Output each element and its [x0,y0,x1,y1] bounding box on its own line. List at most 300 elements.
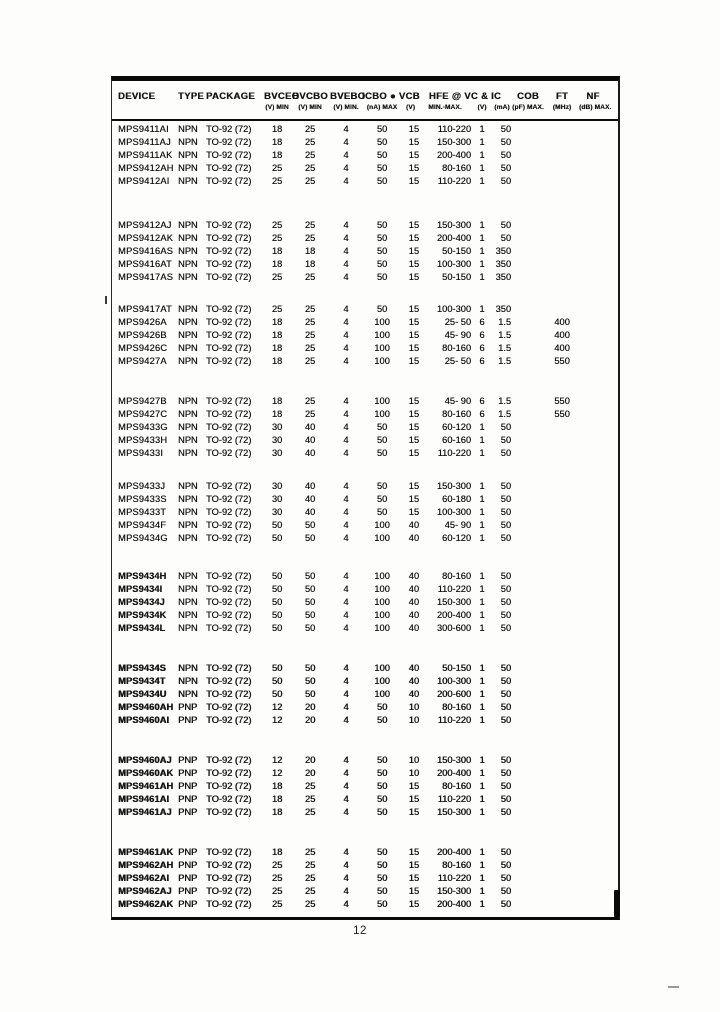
cell-type: PNP [178,781,198,791]
cell-icbo: 50 [376,259,388,269]
cell-ic: 50 [500,507,511,517]
cell-hfe: 80-160 [442,163,471,173]
cell-package: TO-92 (72) [206,623,252,633]
table-row [112,846,618,859]
cell-hfe: 100-300 [436,507,471,517]
cell-device: MPS9434H [118,571,167,581]
table-header [112,81,618,121]
cell-bvebo: 4 [343,663,349,673]
cell-vc: 1 [479,422,485,432]
table-row [112,714,618,727]
cell-device: MPS9462AH [118,860,174,870]
cell-vc: 1 [479,176,485,186]
cell-bvceo: 25 [271,304,283,314]
cell-bvebo: 4 [343,233,349,243]
cell-type: NPN [178,137,198,147]
cell-bvceo: 30 [271,435,283,445]
cell-bvceo: 50 [271,610,283,620]
scan-artifact-right-edge [614,890,620,917]
cell-vc: 1 [479,702,485,712]
cell-bvcbo: 25 [304,317,316,327]
cell-type: NPN [178,233,198,243]
cell-vc: 1 [479,623,485,633]
cell-bvceo: 30 [271,448,283,458]
unit-nf: (dB) MAX. [579,104,612,111]
cell-icbo: 100 [374,623,390,633]
cell-vc: 1 [479,259,485,269]
cell-package: TO-92 (72) [206,873,252,883]
cell-bvebo: 4 [343,356,349,366]
row-group [112,303,618,368]
table-row [112,806,618,819]
cell-bvcbo: 25 [304,176,316,186]
cell-bvceo: 30 [271,507,283,517]
cell-ic: 50 [500,220,511,230]
cell-hfe: 200-400 [436,150,471,160]
cell-vc: 6 [479,396,485,406]
cell-type: NPN [178,356,198,366]
cell-bvebo: 4 [343,317,349,327]
cell-package: TO-92 (72) [206,768,252,778]
cell-icbo: 50 [376,150,388,160]
table-row [112,506,618,519]
cell-icbo: 50 [376,163,388,173]
header-hfe-vc-ic: HFE @ VC & IC [428,90,502,102]
cell-bvcbo: 25 [304,886,316,896]
cell-package: TO-92 (72) [206,715,252,725]
cell-vcb: 15 [408,259,419,269]
cell-bvcbo: 40 [304,448,316,458]
cell-vcb: 15 [408,860,419,870]
cell-vcb: 15 [408,176,419,186]
cell-icbo: 100 [374,689,390,699]
cell-package: TO-92 (72) [206,163,252,173]
cell-icbo: 100 [374,356,390,366]
cell-vc: 1 [479,246,485,256]
cell-ic: 50 [500,233,511,243]
cell-type: PNP [178,860,198,870]
cell-device: MPS9433G [118,422,168,432]
table-row [112,434,618,447]
cell-device: MPS9434T [118,676,166,686]
cell-bvceo: 30 [271,494,283,504]
table-row [112,175,618,188]
cell-vcb: 15 [408,448,419,458]
cell-icbo: 50 [376,422,388,432]
cell-bvcbo: 40 [304,494,316,504]
cell-vcb: 15 [408,220,419,230]
cell-hfe: 150-300 [436,220,471,230]
cell-bvebo: 4 [343,715,349,725]
cell-vc: 1 [479,124,485,134]
cell-package: TO-92 (72) [206,847,252,857]
device-spec-table [111,76,620,920]
cell-bvcbo: 40 [304,435,316,445]
cell-device: MPS9460AJ [118,755,172,765]
cell-ic: 50 [500,533,511,543]
cell-ic: 50 [500,807,511,817]
cell-vc: 1 [479,781,485,791]
cell-package: TO-92 (72) [206,233,252,243]
cell-bvcbo: 25 [304,847,316,857]
cell-icbo: 100 [374,343,390,353]
table-row [112,395,618,408]
table-row [112,316,618,329]
cell-hfe: 110-220 [437,794,471,804]
cell-icbo: 50 [376,246,388,256]
cell-ic: 50 [500,899,511,909]
cell-ic: 50 [500,176,511,186]
cell-bvcbo: 25 [304,220,316,230]
cell-type: PNP [178,755,198,765]
cell-device: MPS9461AI [118,794,170,804]
cell-hfe: 200-600 [436,689,471,699]
cell-vc: 1 [479,860,485,870]
cell-type: NPN [178,343,198,353]
cell-vcb: 15 [408,481,419,491]
scan-artifact-left-margin [105,296,107,304]
cell-vc: 1 [479,163,485,173]
cell-type: PNP [178,702,198,712]
cell-bvebo: 4 [343,422,349,432]
table-row [112,408,618,421]
cell-vcb: 15 [408,137,419,147]
cell-vc: 1 [479,794,485,804]
cell-device: MPS9434K [118,610,167,620]
cell-vcb: 40 [408,571,419,581]
cell-ic: 50 [500,584,511,594]
cell-package: TO-92 (72) [206,422,252,432]
cell-ic: 50 [500,494,511,504]
cell-ic: 50 [500,794,511,804]
cell-vcb: 15 [408,272,419,282]
cell-bvcbo: 25 [304,137,316,147]
cell-hfe: 100-300 [436,304,471,314]
cell-device: MPS9460AI [118,715,170,725]
cell-vc: 1 [479,768,485,778]
cell-bvebo: 4 [343,507,349,517]
cell-ic: 50 [500,481,511,491]
header-bvcbo: BVCBO [292,90,328,102]
cell-device: MPS9412AJ [118,220,172,230]
cell-bvebo: 4 [343,304,349,314]
cell-bvcbo: 25 [304,124,316,134]
row-group [112,480,618,545]
cell-hfe: 110-220 [437,873,471,883]
cell-bvcbo: 25 [304,873,316,883]
cell-package: TO-92 (72) [206,494,252,504]
cell-package: TO-92 (72) [206,481,252,491]
row-group [112,395,618,460]
cell-hfe: 80-160 [442,781,471,791]
cell-vcb: 15 [408,150,419,160]
cell-bvebo: 4 [343,272,349,282]
table-row [112,136,618,149]
cell-bvebo: 4 [343,794,349,804]
cell-hfe: 110-220 [437,715,471,725]
cell-vcb: 40 [408,584,419,594]
cell-icbo: 50 [376,860,388,870]
cell-bvebo: 4 [343,137,349,147]
cell-bvcbo: 50 [304,597,316,607]
table-row [112,872,618,885]
cell-hfe: 60-120 [442,422,471,432]
cell-icbo: 50 [376,781,388,791]
cell-device: MPS9426B [118,330,167,340]
cell-icbo: 50 [376,755,388,765]
cell-package: TO-92 (72) [206,317,252,327]
cell-bvcbo: 50 [304,533,316,543]
cell-vc: 6 [479,330,485,340]
cell-type: NPN [178,246,198,256]
cell-ic: 1.5 [498,343,511,353]
table-row [112,885,618,898]
cell-ic: 50 [500,676,511,686]
unit-bvcbo: (V) MIN [298,104,322,111]
cell-vc: 6 [479,317,485,327]
cell-vcb: 40 [408,623,419,633]
cell-package: TO-92 (72) [206,124,252,134]
cell-device: MPS9462AI [118,873,170,883]
cell-ic: 350 [495,246,511,256]
cell-vc: 1 [479,150,485,160]
cell-ic: 50 [500,715,511,725]
table-row [112,219,618,232]
cell-bvceo: 50 [271,597,283,607]
table-row [112,355,618,368]
cell-bvceo: 12 [271,768,283,778]
cell-bvcbo: 25 [304,781,316,791]
cell-vcb: 15 [408,317,419,327]
cell-package: TO-92 (72) [206,176,252,186]
cell-ic: 350 [495,272,511,282]
cell-device: MPS9434U [118,689,167,699]
cell-bvceo: 18 [271,781,283,791]
table-row [112,303,618,316]
cell-ic: 50 [500,520,511,530]
cell-ic: 50 [500,163,511,173]
cell-device: MPS9461AJ [118,807,172,817]
cell-bvceo: 25 [271,163,283,173]
cell-bvceo: 12 [271,715,283,725]
cell-package: TO-92 (72) [206,246,252,256]
cell-bvcbo: 50 [304,571,316,581]
cell-bvebo: 4 [343,124,349,134]
cell-icbo: 100 [374,663,390,673]
cell-bvceo: 18 [271,807,283,817]
cell-package: TO-92 (72) [206,448,252,458]
cell-vcb: 15 [408,899,419,909]
cell-hfe: 150-300 [436,755,471,765]
cell-bvebo: 4 [343,494,349,504]
cell-hfe: 150-300 [436,807,471,817]
cell-device: MPS9434J [118,597,165,607]
cell-device: MPS9434I [118,584,163,594]
cell-icbo: 50 [376,272,388,282]
page-number: 12 [353,925,367,937]
cell-device: MPS9434G [118,533,168,543]
cell-ic: 50 [500,597,511,607]
cell-ic: 50 [500,873,511,883]
cell-vc: 6 [479,356,485,366]
cell-bvceo: 50 [271,520,283,530]
cell-type: PNP [178,794,198,804]
cell-hfe: 200-400 [436,233,471,243]
table-row [112,622,618,635]
cell-icbo: 50 [376,481,388,491]
cell-bvebo: 4 [343,755,349,765]
cell-bvcbo: 50 [304,520,316,530]
cell-vcb: 40 [408,676,419,686]
table-row [112,421,618,434]
cell-type: NPN [178,176,198,186]
row-group [112,754,618,819]
cell-package: TO-92 (72) [206,409,252,419]
cell-type: NPN [178,481,198,491]
cell-hfe: 200-400 [436,768,471,778]
cell-type: NPN [178,330,198,340]
unit-icbo: (nA) MAX [366,104,398,111]
table-row [112,675,618,688]
cell-vcb: 15 [408,233,419,243]
cell-type: PNP [178,807,198,817]
cell-device: MPS9416AS [118,246,174,256]
cell-bvceo: 25 [271,220,283,230]
cell-type: NPN [178,317,198,327]
cell-package: TO-92 (72) [206,689,252,699]
table-row [112,232,618,245]
cell-type: NPN [178,494,198,504]
cell-type: PNP [178,768,198,778]
cell-bvebo: 4 [343,259,349,269]
cell-bvceo: 50 [271,676,283,686]
cell-package: TO-92 (72) [206,663,252,673]
cell-hfe: 60-180 [442,494,471,504]
cell-vcb: 40 [408,610,419,620]
cell-vc: 1 [479,610,485,620]
cell-device: MPS9417AT [118,304,172,314]
cell-icbo: 50 [376,448,388,458]
cell-bvceo: 18 [271,396,283,406]
cell-type: NPN [178,220,198,230]
cell-ic: 50 [500,768,511,778]
cell-vcb: 15 [408,356,419,366]
cell-hfe: 150-300 [436,137,471,147]
cell-bvceo: 30 [271,481,283,491]
cell-hfe: 110-220 [437,176,471,186]
cell-icbo: 50 [376,220,388,230]
cell-bvceo: 25 [271,860,283,870]
cell-type: NPN [178,507,198,517]
cell-vc: 1 [479,233,485,243]
cell-package: TO-92 (72) [206,702,252,712]
cell-ic: 50 [500,623,511,633]
header-package: PACKAGE [206,90,255,102]
cell-bvebo: 4 [343,597,349,607]
cell-device: MPS9434L [118,623,166,633]
cell-ic: 50 [500,689,511,699]
cell-ic: 50 [500,571,511,581]
cell-bvcbo: 20 [304,768,316,778]
cell-bvebo: 4 [343,847,349,857]
cell-vc: 1 [479,676,485,686]
cell-package: TO-92 (72) [206,396,252,406]
cell-hfe: 60-160 [442,435,471,445]
cell-bvcbo: 25 [304,304,316,314]
cell-icbo: 50 [376,435,388,445]
cell-bvebo: 4 [343,409,349,419]
cell-bvceo: 50 [271,663,283,673]
cell-bvcbo: 25 [304,233,316,243]
cell-bvcbo: 50 [304,676,316,686]
unit-vc: (V) [477,104,487,111]
cell-ic: 50 [500,886,511,896]
cell-ic: 50 [500,150,511,160]
cell-hfe: 80-160 [442,702,471,712]
cell-vcb: 40 [408,663,419,673]
cell-bvceo: 50 [271,623,283,633]
cell-hfe: 45- 90 [444,520,471,530]
cell-ic: 50 [500,448,511,458]
table-row [112,519,618,532]
cell-package: TO-92 (72) [206,330,252,340]
cell-ic: 50 [500,422,511,432]
cell-hfe: 45- 90 [444,330,471,340]
cell-vc: 1 [479,481,485,491]
cell-hfe: 100-300 [436,676,471,686]
cell-ic: 50 [500,860,511,870]
cell-icbo: 50 [376,873,388,883]
cell-bvceo: 50 [271,571,283,581]
cell-bvebo: 4 [343,610,349,620]
table-row [112,342,618,355]
cell-vc: 6 [479,343,485,353]
cell-icbo: 100 [374,317,390,327]
cell-bvceo: 25 [271,873,283,883]
cell-bvcbo: 50 [304,623,316,633]
cell-package: TO-92 (72) [206,150,252,160]
cell-bvcbo: 25 [304,899,316,909]
cell-type: NPN [178,584,198,594]
cell-vcb: 15 [408,807,419,817]
cell-bvebo: 4 [343,873,349,883]
cell-package: TO-92 (72) [206,899,252,909]
cell-bvceo: 18 [271,317,283,327]
cell-device: MPS9433I [118,448,164,458]
cell-bvebo: 4 [343,330,349,340]
cell-bvceo: 25 [271,886,283,896]
cell-vcb: 15 [408,847,419,857]
cell-bvcbo: 50 [304,584,316,594]
cell-type: PNP [178,899,198,909]
cell-ic: 50 [500,755,511,765]
cell-vc: 1 [479,715,485,725]
cell-device: MPS9433S [118,494,167,504]
cell-bvcbo: 50 [304,689,316,699]
cell-icbo: 100 [374,533,390,543]
cell-bvceo: 50 [271,689,283,699]
cell-ft: 400 [554,330,570,340]
header-bvceo: BVCEO [264,90,300,102]
cell-device: MPS9433J [118,481,166,491]
cell-hfe: 150-300 [436,886,471,896]
row-group [112,662,618,727]
cell-bvcbo: 25 [304,396,316,406]
cell-type: NPN [178,163,198,173]
cell-vc: 1 [479,220,485,230]
cell-bvcbo: 25 [304,330,316,340]
cell-bvceo: 12 [271,755,283,765]
